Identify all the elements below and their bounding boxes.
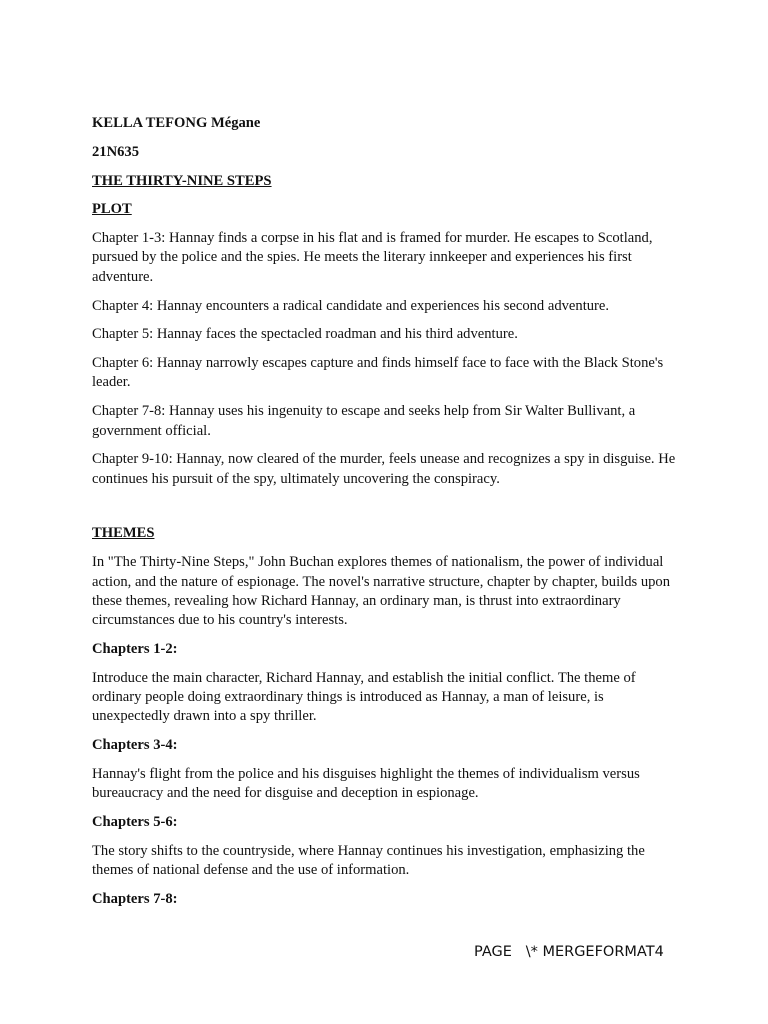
plot-paragraph: Chapter 7-8: Hannay uses his ingenuity to escape and seeks help from Sir Walter Bullivant, a government official. [92,403,636,439]
plot-paragraph: Chapter 9-10: Hannay, now cleared of the murder, feels unease and recognizes a spy in disguise. He continues his pursuit of the spy, ultimately uncovering the conspiracy. [92,451,676,487]
section-heading: Chapters 1-2: [92,640,178,657]
section-heading: Chapters 5-6: [92,814,178,831]
plot-heading: PLOT [92,201,132,218]
section-text: The story shifts to the countryside, where Hannay continues his investigation, emphasizing the themes of national defense and the use of information. [92,842,645,879]
author-name: KELLA TEFONG Mégane [92,115,261,131]
plot-paragraph: Chapter 4: Hannay encounters a radical candidate and experiences his second adventure. [92,297,610,314]
document-body [92,114,682,919]
section-heading: Chapters 3-4: [92,737,178,754]
student-id: 21N635 [92,143,140,160]
section-text: Introduce the main character, Richard Hannay, and establish the initial conflict. The theme of ordinary people doing extraordinary things is introduced as Hannay, a man of leisure, is unexpectedly drawn into a spy thriller. [92,669,636,725]
themes-heading: THEMES [92,525,155,542]
plot-paragraph: Chapter 5: Hannay faces the spectacled roadman and his third adventure. [92,326,518,343]
book-title: THE THIRTY-NINE STEPS [92,172,272,189]
section-spacer [92,498,682,524]
page-number-field: PAGE \* MERGEFORMAT4 [474,944,664,960]
section-heading: Chapters 7-8: [92,890,178,907]
plot-paragraph: Chapter 6: Hannay narrowly escapes capture and finds himself face to face with the Black Stone's leader. [92,355,664,391]
section-text: Hannay's flight from the police and his disguises highlight the themes of individualism versus bureaucracy and the need for disguise and deception in espionage. [92,765,640,802]
plot-paragraph: Chapter 1-3: Hannay finds a corpse in his flat and is framed for murder. He escapes to Scotland, pursued by the police and the spies. He meets the literary innkeeper and experiences his first adventure. [92,230,653,285]
themes-intro: In "The Thirty-Nine Steps," John Buchan explores themes of nationalism, the power of individual action, and the nature of espionage. The novel's narrative structure, chapter by chapter, builds upon these themes, revealing how Richard Hannay, an ordinary man, is thrust into extraordinary circumstances due to his country's interests. [92,554,671,629]
